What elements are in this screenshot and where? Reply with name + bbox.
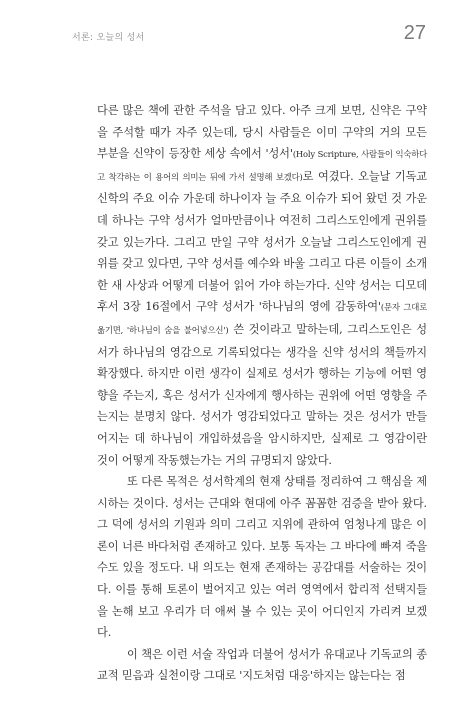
paragraph-1-text-b: 로 여겼다. 오늘날 기독교 신학의 주요 이슈 가운데 하나이자 늘 주요 이슈가 되어 왔던 것 가운데 하나는 구약 성서가 얼마만큼이나 여전히 그리스도인에게 권위를 갖고 있는가다. 그리고 만일 구약 성서가 오늘날 그리스도인에게 권위를 갖고 있다면, 구약 성서를 예수와 바울 그리고 다른 이들이 소개한 새 사상과 어떻게 더불어 읽어 가야 하는가다. 신약 성서는 디모데후서 3장 16절에서 구약 성서가 '하나님의 영에 감동하여' — [97, 169, 427, 314]
paragraph-1 — [97, 100, 427, 471]
paragraph-1-note-a: (Holy Scripture, 사람들이 익숙하다고 착각하는 이 용어의 의미는 뒤에 가서 설명해 보겠다) — [97, 149, 428, 182]
paragraph-2: 또 다른 목적은 성서학계의 현재 상태를 정리하여 그 핵심을 제시하는 것이다. 성서는 근대와 현대에 아주 꼼꼼한 검증을 받아 왔다. 그 덕에 성서의 기원과 의미 그리고 지위에 관하여 엄청나게 많은 이론이 너른 바다처럼 존재하고 있다. 보통 독자는 그 바다에 빠져 죽을 수도 있을 정도다. 내 의도는 현재 존재하는 공감대를 서술하는 것이다. 이를 통해 토론이 벌어지고 있는 여러 영역에서 합리적 선택지들을 논해 보고 우리가 더 애써 볼 수 있는 곳이 어디인지 가리켜 보겠다. — [97, 475, 427, 640]
running-header: 서론: 오늘의 성서 — [72, 33, 145, 43]
paragraph-3: 이 책은 이런 서술 작업과 더불어 성서가 유대교나 기독교의 종교적 믿음과 실천이랑 그대로 '지도처럼 대응'하지는 않는다는 점 — [97, 647, 427, 683]
paragraph-1-text-c: 쓴 것이라고 말하는데, 그리스도인은 성서가 하나님의 영감으로 기록되었다는 생각을 신약 성서의 책들까지 확장했다. 하지만 이런 생각이 실제로 성서가 행하는 기능에 어떤 영향을 주는지, 혹은 성서가 신자에게 행사하는 권위에 어떤 영향을 주는지는 분명치 않다. 성서가 영감되었다고 말하는 것은 성서가 만들어지는 데 하나님이 개입하셨음을 암시하지만, 실제로 그 영감이란 것이 어떻게 작동했는가는 거의 규명되지 않았다. — [97, 322, 427, 467]
page-number: 27 — [403, 22, 426, 44]
paragraph-1-note-b: (문자 그대로 옮기면, '하나님이 숨을 불어넣으신') — [97, 302, 427, 335]
body-text — [97, 100, 427, 687]
paragraph-1-text-a: 다른 많은 책에 관한 주석을 담고 있다. 아주 크게 보면, 신약은 구약을 주석할 때가 자주 있는데, 당시 사람들은 이미 구약의 거의 모든 부분을 신약이 등장한 세상 속에서 '성서' — [97, 104, 427, 161]
